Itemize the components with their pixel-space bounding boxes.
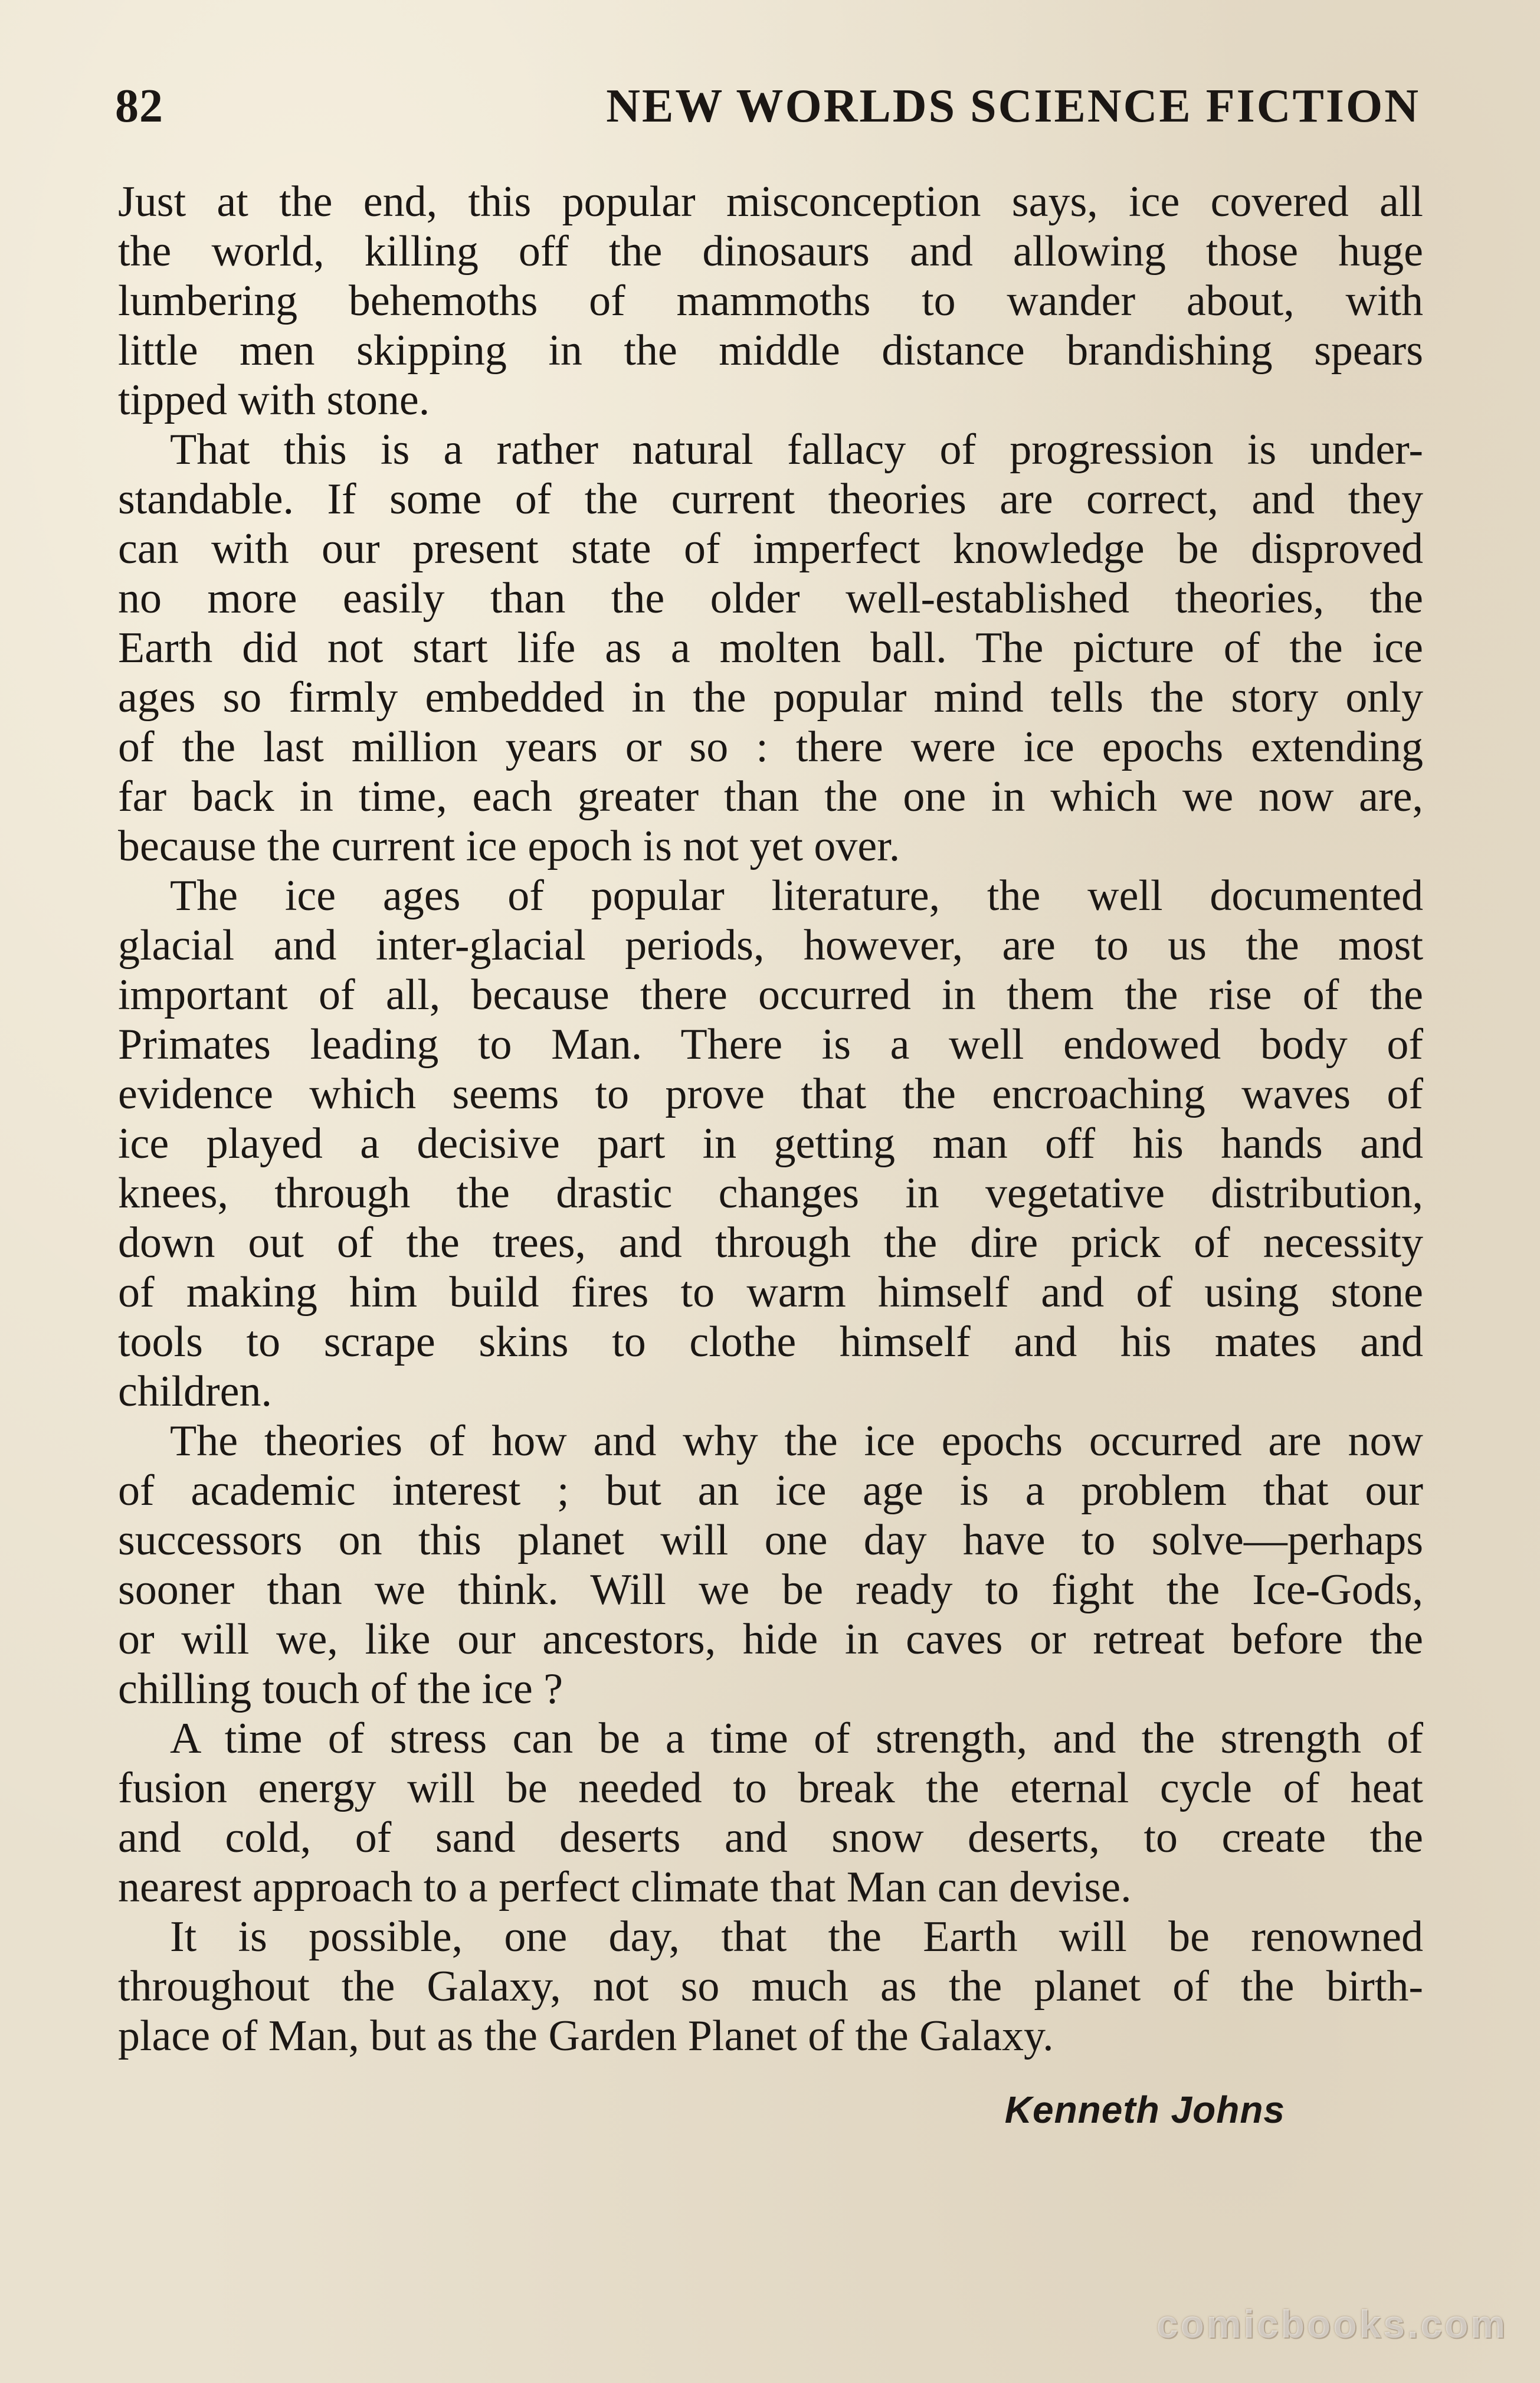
text-line: fusion energy will be needed to break the eternal cycle of heat — [118, 1764, 1423, 1812]
text-line: The ice ages of popular literature, the well documented — [170, 872, 1423, 920]
paragraph — [118, 425, 1423, 871]
watermark: comicbooks.com — [1156, 2302, 1508, 2346]
text-line: can with our present state of imperfect knowledge be disproved — [118, 525, 1423, 573]
text-line: of making him build fires to warm himself and of using stone — [118, 1268, 1423, 1317]
text-line: Earth did not start life as a molten ball. The picture of the ice — [118, 624, 1423, 672]
text-line: sooner than we think. Will we be ready to fight the Ice-Gods, — [118, 1566, 1423, 1614]
text-line: successors on this planet will one day have to solve—perhaps — [118, 1516, 1423, 1564]
text-line: down out of the trees, and through the dire prick of necessity — [118, 1219, 1423, 1267]
magazine-title: NEW WORLDS SCIENCE FICTION — [606, 80, 1420, 132]
paragraph — [118, 1416, 1423, 1714]
text-line: ages so firmly embedded in the popular mind tells the story only — [118, 673, 1423, 722]
paragraph — [118, 1912, 1423, 2061]
text-line: because the current ice epoch is not yet over. — [118, 822, 900, 870]
text-line: and cold, of sand deserts and snow deserts, to create the — [118, 1814, 1423, 1862]
text-line: throughout the Galaxy, not so much as the planet of the birth- — [118, 1962, 1423, 2011]
text-line: of academic interest ; but an ice age is a problem that our — [118, 1467, 1423, 1515]
text-line: knees, through the drastic changes in vegetative distribution, — [118, 1169, 1423, 1217]
text-line: little men skipping in the middle distance brandishing spears — [118, 326, 1423, 375]
text-line: place of Man, but as the Garden Planet of the Galaxy. — [118, 2012, 1054, 2060]
text-line: The theories of how and why the ice epochs occurred are now — [170, 1417, 1423, 1465]
text-line: A time of stress can be a time of strength, and the strength of — [170, 1714, 1423, 1763]
text-line: children. — [118, 1367, 272, 1416]
text-line: tipped with stone. — [118, 376, 430, 424]
running-head — [115, 80, 1420, 145]
text-line: lumbering behemoths of mammoths to wander about, with — [118, 277, 1423, 325]
text-line: It is possible, one day, that the Earth will be renowned — [170, 1913, 1423, 1961]
text-line: Just at the end, this popular misconception says, ice covered all — [118, 178, 1423, 226]
text-line: nearest approach to a perfect climate that Man can devise. — [118, 1863, 1132, 1911]
author-byline: Kenneth Johns — [1004, 2089, 1285, 2131]
text-line: of the last million years or so : there were ice epochs extending — [118, 723, 1423, 771]
text-line: evidence which seems to prove that the encroaching waves of — [118, 1070, 1423, 1118]
paragraph — [118, 1714, 1423, 1912]
paragraph — [118, 177, 1423, 425]
text-line: ice played a decisive part in getting man off his hands and — [118, 1120, 1423, 1168]
text-line: glacial and inter-glacial periods, however, are to us the most — [118, 921, 1423, 970]
text-line: Primates leading to Man. There is a well endowed body of — [118, 1020, 1423, 1069]
paragraph — [118, 871, 1423, 1416]
text-line: far back in time, each greater than the one in which we now are, — [118, 772, 1423, 821]
text-line: tools to scrape skins to clothe himself and his mates and — [118, 1318, 1423, 1366]
text-line: That this is a rather natural fallacy of progression is under- — [170, 425, 1423, 474]
article-body — [118, 177, 1423, 2061]
page-number: 82 — [115, 80, 163, 132]
text-line: chilling touch of the ice ? — [118, 1665, 563, 1713]
text-line: no more easily than the older well-established theories, the — [118, 574, 1423, 623]
text-line: the world, killing off the dinosaurs and allowing those huge — [118, 227, 1423, 276]
text-line: important of all, because there occurred in them the rise of the — [118, 971, 1423, 1019]
text-line: or will we, like our ancestors, hide in caves or retreat before the — [118, 1615, 1423, 1664]
text-line: standable. If some of the current theories are correct, and they — [118, 475, 1423, 523]
